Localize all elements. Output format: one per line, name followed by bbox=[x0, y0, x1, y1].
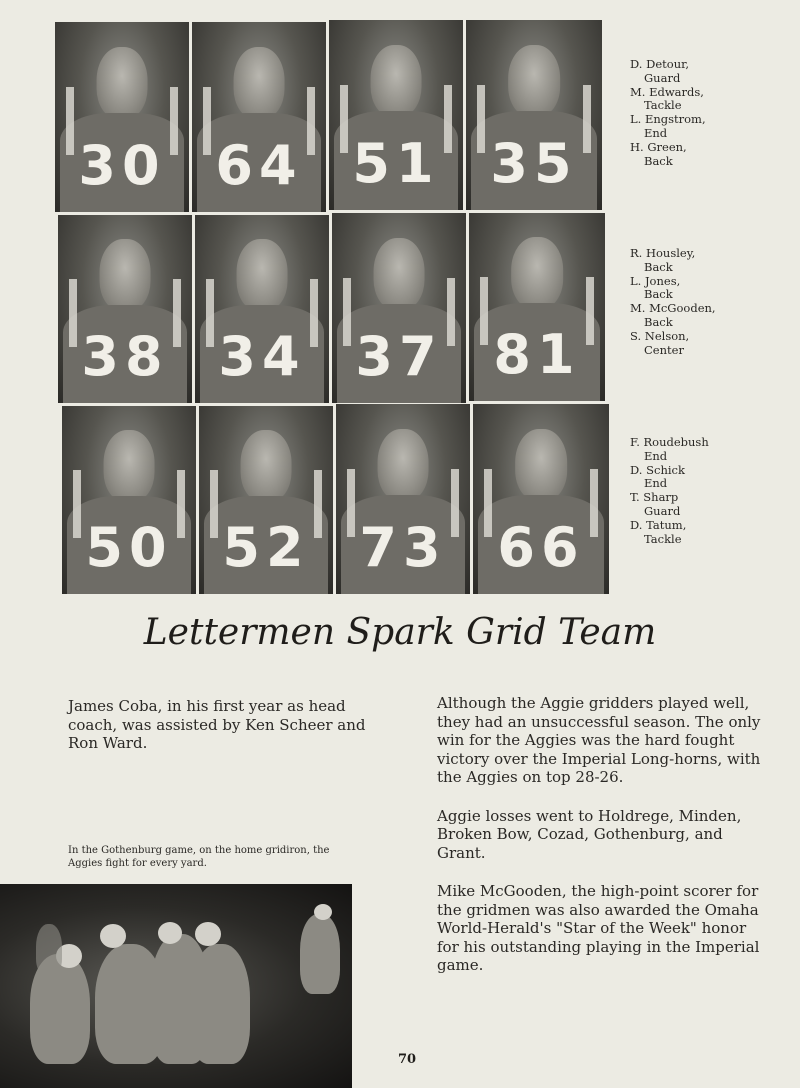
roster-position: Back bbox=[644, 153, 673, 168]
roster-name: D. Schick bbox=[630, 462, 685, 477]
roster-position: End bbox=[644, 476, 668, 491]
jersey-number: 50 bbox=[85, 515, 173, 579]
roster-name: T. Sharp bbox=[630, 490, 679, 505]
coach-paragraph: James Coba, in his first year as head coach, was assisted by Ken Scheer and Ron Ward. bbox=[68, 697, 366, 752]
player-photo bbox=[195, 215, 329, 403]
season-paragraph: Although the Aggie gridders played well, they had an unsuccessful season. The only win for the Aggies was the hard fought victory over the Imperial Long-horns, with the Aggies on top 28-26. bbox=[437, 694, 761, 786]
jersey-number: 34 bbox=[218, 324, 306, 388]
roster-name: L. Engstrom, bbox=[630, 112, 706, 127]
player-photo bbox=[192, 22, 326, 212]
jersey-number: 30 bbox=[78, 133, 166, 197]
player-photo bbox=[199, 406, 333, 594]
roster-position: Back bbox=[644, 287, 673, 302]
game-action-photo bbox=[0, 884, 352, 1088]
roster-position: Tackle bbox=[644, 98, 682, 113]
award-paragraph: Mike McGooden, the high-point scorer for the gridmen was also awarded the Omaha World-Herald's "Star of the Week" honor for his outstanding playing in the Imperial game. bbox=[437, 882, 760, 974]
player-photo bbox=[62, 406, 196, 594]
jersey-number: 38 bbox=[81, 324, 169, 388]
jersey-number: 52 bbox=[222, 515, 310, 579]
roster-name: S. Nelson, bbox=[630, 328, 690, 343]
jersey-number: 81 bbox=[493, 322, 581, 386]
player-photo bbox=[469, 213, 605, 401]
roster-position: Guard bbox=[644, 503, 681, 518]
player-photo bbox=[329, 20, 463, 210]
roster-list-row-3 bbox=[630, 436, 709, 546]
player-photo bbox=[336, 404, 470, 594]
roster-name: M. McGooden, bbox=[630, 301, 716, 316]
jersey-number: 35 bbox=[490, 131, 578, 195]
page-number: 70 bbox=[398, 1052, 417, 1067]
player-photo bbox=[55, 22, 189, 212]
player-photo bbox=[58, 215, 192, 403]
roster-position: End bbox=[644, 448, 668, 463]
roster-list-row-1 bbox=[630, 58, 706, 168]
roster-name: H. Green, bbox=[630, 139, 687, 154]
page-headline: Lettermen Spark Grid Team bbox=[143, 612, 657, 653]
jersey-number: 51 bbox=[352, 131, 440, 195]
jersey-number: 64 bbox=[215, 133, 303, 197]
player-photo bbox=[473, 404, 609, 594]
losses-paragraph: Aggie losses went to Holdrege, Minden, Broken Bow, Cozad, Gothenburg, and Grant. bbox=[437, 806, 742, 862]
roster-position: End bbox=[644, 125, 668, 140]
player-photo bbox=[332, 213, 466, 403]
roster-position: Back bbox=[644, 314, 673, 329]
roster-name: L. Jones, bbox=[630, 273, 681, 288]
roster-name: D. Tatum, bbox=[630, 517, 687, 532]
photo-caption: In the Gothenburg game, on the home gridiron, the Aggies fight for every yard. bbox=[68, 845, 330, 869]
roster-name: F. Roudebush bbox=[630, 435, 709, 449]
roster-position: Tackle bbox=[644, 531, 682, 546]
player-photo bbox=[466, 20, 602, 210]
roster-position: Guard bbox=[644, 70, 681, 85]
roster-position: Center bbox=[644, 342, 684, 357]
roster-name: D. Detour, bbox=[630, 57, 689, 71]
roster-name: R. Housley, bbox=[630, 246, 696, 260]
roster-name: M. Edwards, bbox=[630, 84, 704, 99]
roster-position: Back bbox=[644, 259, 673, 274]
right-column-text bbox=[437, 694, 772, 995]
roster-list-row-2 bbox=[630, 247, 716, 357]
jersey-number: 66 bbox=[497, 515, 585, 579]
jersey-number: 37 bbox=[355, 324, 443, 388]
jersey-number: 73 bbox=[359, 515, 447, 579]
left-column-text bbox=[68, 697, 388, 773]
